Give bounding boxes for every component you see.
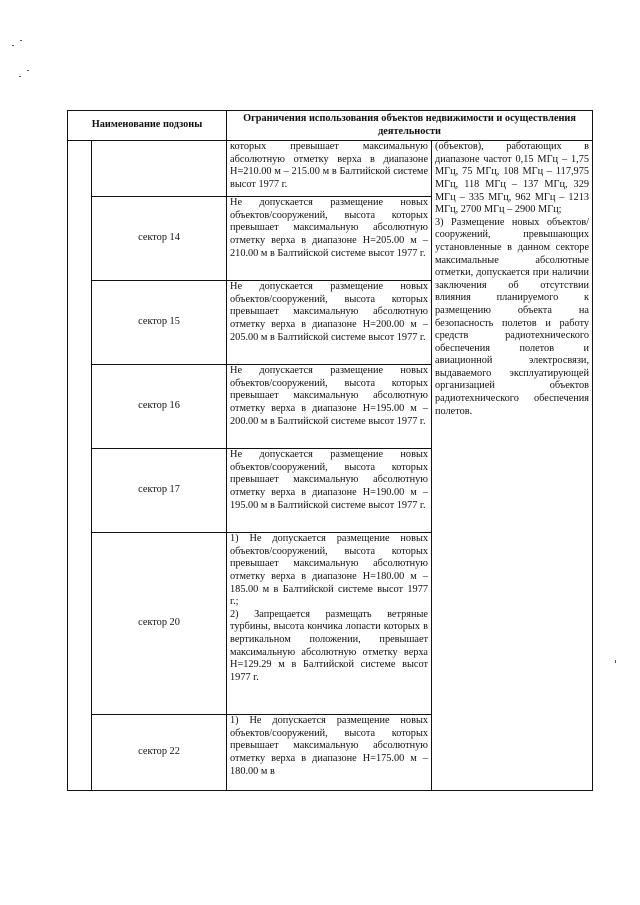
header-restrictions: Ограничения использования объектов недвижимости и осуществления деятельности (227, 111, 593, 141)
sector-cell: сектор 20 (92, 533, 227, 715)
permission-condition-text: 3) Размещение новых объектов/сооружений, превышающих установленные в данном секторе максимальные абсолютные отметки, допускается при наличии заключения об отсутствии влияния планируемого к размещению объекта на безопасность полетов и работу средств радиотехнического обеспечения полетов и авиационной электросвязи, выдаваемого эксплуатирующей организацией объектов радиотехнического обеспечения полетов. (435, 216, 590, 417)
restriction-item: 1) Не допускается размещение новых объектов/сооружений, высота которых превышает максимальную абсолютную отметку верха в диапазоне H=180.00 м – 185.00 м в Балтийской системе высот 1977 г.; (230, 533, 429, 608)
table-header-row (68, 111, 593, 141)
scan-speck (12, 45, 14, 46)
subzone-merged-cell (68, 141, 92, 791)
restriction-text: Не допускается размещение новых объектов/сооружений, высота которых превышает максимальную абсолютную отметку верха в диапазоне H=190.00 м – 195.00 м в Балтийской системе высот 1977 г. (227, 449, 432, 533)
sector-cell: сектор 15 (92, 281, 227, 365)
sector-cell: сектор 22 (92, 715, 227, 791)
general-restrictions-cell (432, 141, 593, 791)
scan-speck (20, 40, 22, 41)
restriction-text: 1) Не допускается размещение новых объектов/сооружений, высота которых превышает максимальную абсолютную отметку верха в диапазоне H=175.00 м – 180.00 м в (227, 715, 432, 791)
restriction-text: Не допускается размещение новых объектов/сооружений, высота которых превышает максимальную абсолютную отметку верха в диапазоне H=200.00 м – 205.00 м в Балтийской системе высот 1977 г. (227, 281, 432, 365)
restriction-text: которых превышает максимальную абсолютную отметку верха в диапазоне H=210.00 м – 215.00 м в Балтийской системе высот 1977 г. (227, 141, 432, 197)
restrictions-table (67, 110, 593, 791)
sector-cell: сектор 14 (92, 197, 227, 281)
sector-cell (92, 141, 227, 197)
restriction-item: 2) Запрещается размещать ветряные турбины, высота кончика лопасти которых в вертикальном положении, превышает максимальную абсолютную отметку верха H=129.29 м в Балтийской системе высот 1977 г. (230, 608, 429, 683)
scan-speck (615, 660, 616, 663)
restriction-list (227, 533, 432, 715)
header-subzone-name: Наименование подзоны (68, 111, 227, 141)
sector-cell: сектор 17 (92, 449, 227, 533)
scan-speck (27, 70, 29, 71)
table-row (68, 141, 593, 197)
scan-speck (19, 76, 21, 77)
restriction-text: Не допускается размещение новых объектов/сооружений, высота которых превышает максимальную абсолютную отметку верха в диапазоне H=205.00 м – 210.00 м в Балтийской системе высот 1977 г. (227, 197, 432, 281)
restriction-text: Не допускается размещение новых объектов/сооружений, высота которых превышает максимальную абсолютную отметку верха в диапазоне H=195.00 м – 200.00 м в Балтийской системе высот 1977 г. (227, 365, 432, 449)
frequency-ranges-text: (объектов), работающих в диапазоне частот 0,15 МГц – 1,75 МГц, 75 МГц, 108 МГц – 117,975 МГц, 118 МГц – 137 МГц, 329 МГц – 335 МГц, 962 МГц – 1213 МГц, 2700 МГц – 2900 МГц; (435, 141, 590, 216)
sector-cell: сектор 16 (92, 365, 227, 449)
